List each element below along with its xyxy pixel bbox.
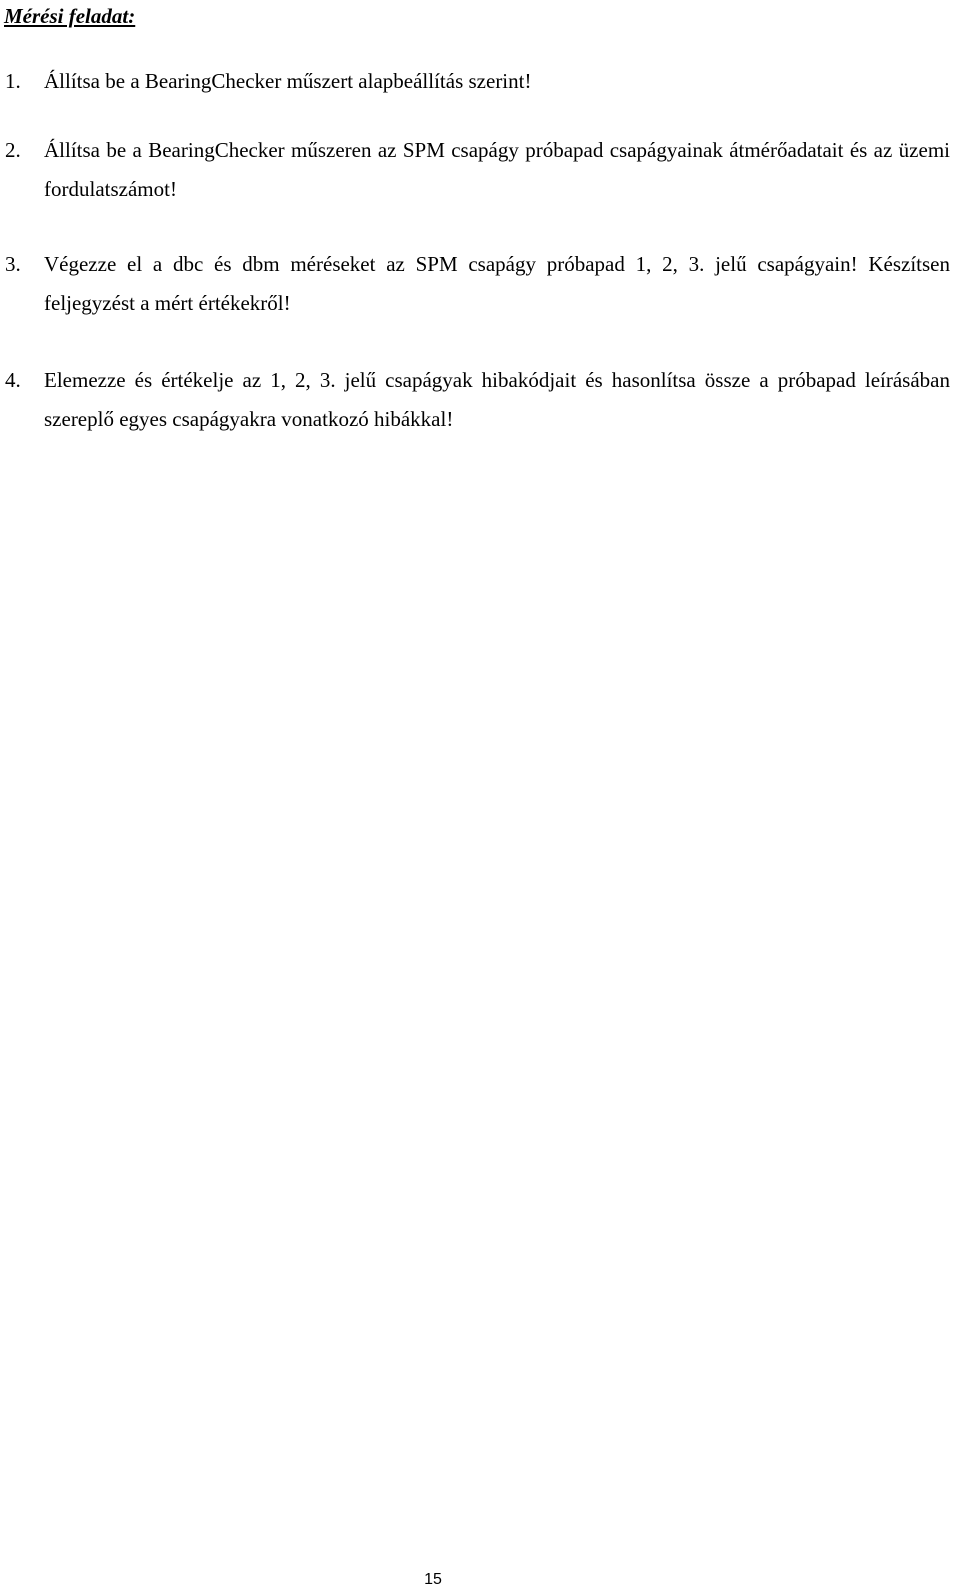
task-text-4: Elemezze és értékelje az 1, 2, 3. jelű csapágyak hibakódjait és hasonlítsa össze a próbapad leírásában szereplő egyes csapágyakra vonatkozó hibákkal! bbox=[44, 368, 950, 431]
page-heading: Mérési feladat: bbox=[4, 4, 136, 28]
task-number-3: 3. bbox=[5, 252, 21, 276]
task-number-2: 2. bbox=[5, 138, 21, 162]
task-number-1: 1. bbox=[5, 69, 21, 93]
task-text-2: Állítsa be a BearingChecker műszeren az SPM csapágy próbapad csapágyainak átmérőadatait és az üzemi fordulatszámot! bbox=[44, 138, 950, 201]
task-number-4: 4. bbox=[5, 368, 21, 392]
task-text-1: Állítsa be a BearingChecker műszert alapbeállítás szerint! bbox=[44, 69, 532, 93]
page-number: 15 bbox=[424, 1571, 442, 1588]
task-text-3: Végezze el a dbc és dbm méréseket az SPM csapágy próbapad 1, 2, 3. jelű csapágyain! Készítsen feljegyzést a mért értékekről! bbox=[44, 252, 950, 315]
